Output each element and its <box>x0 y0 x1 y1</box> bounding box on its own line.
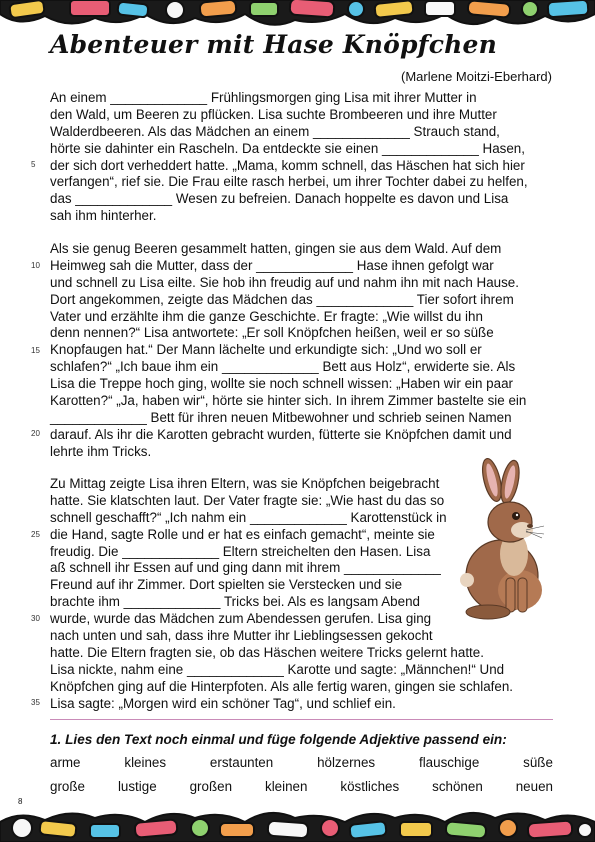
line-number: 20 <box>31 429 40 438</box>
text-line: das _____________ Wesen zu befreien. Danach hoppelte es davon und Lisa <box>50 191 509 207</box>
adjective-word: kleines <box>124 755 167 770</box>
text-line: schlafen?“ „Ich baue ihm ein _____________ Bett aus Holz“, erwiderte sie. Als <box>50 359 516 375</box>
text-line: Dort angekommen, zeigte das Mädchen das _____________ Tier sofort ihrem <box>50 291 514 307</box>
adjective-word: lustige <box>117 779 157 794</box>
text-line: verfangen“, rief sie. Die Frau eilte rasch herbei, um ihrer Tochter dabei zu helfen, <box>50 174 528 190</box>
text-line: schnell geschafft?“ „Ich nahm ein _____________ Karottenstück in <box>50 509 447 525</box>
text-line: Freund auf ihr Zimmer. Dort spielten sie Verstecken und sie <box>50 577 403 593</box>
text-line: Zu Mittag zeigte Lisa ihren Eltern, was sie Knöpfchen beigebracht <box>50 476 440 491</box>
adjective-list-row-2 <box>50 779 553 794</box>
text-line: aß schnell ihr Essen auf und ging dann mit ihrem _____________ <box>50 560 441 576</box>
text-line: freudig. Die _____________ Eltern streichelten den Hasen. Lisa <box>50 543 431 559</box>
section-divider <box>50 719 553 720</box>
text-line: brachte ihm _____________ Tricks bei. Als es langsam Abend <box>50 594 420 610</box>
story-paragraph-2 <box>50 241 550 461</box>
adjective-word: schönen <box>432 779 483 794</box>
text-line: sah ihm hinterher. <box>50 208 157 224</box>
text-line: Als sie genug Beeren gesammelt hatten, gingen sie aus dem Wald. Auf dem <box>50 241 502 256</box>
text-line: nach unten und sah, dass ihre Mutter ihr Lieblingsessen gekocht <box>50 628 433 644</box>
text-line: Heimweg sah die Mutter, dass der _____________ Hase ihnen gefolgt war <box>50 257 494 273</box>
adjective-word: kleinen <box>265 779 308 794</box>
adjective-list-row-1 <box>50 755 553 770</box>
text-line: Knöpfchen ging auf die Hinterpfoten. Als alle fertig waren, gingen sie schlafen. <box>50 678 514 694</box>
story-paragraph-1 <box>50 90 550 225</box>
line-number: 30 <box>31 614 40 623</box>
bottom-doodle-border <box>0 806 595 842</box>
text-line: Lisa nickte, nahm eine _____________ Karotte und sagte: „Männchen!“ Und <box>50 661 505 677</box>
adjective-word: neuen <box>515 779 553 794</box>
text-line: Knopfaugen hat.“ Der Mann lächelte und erkundigte sich: „Und wo soll er <box>50 342 482 358</box>
text-line: die Hand, sagte Rolle und er hat es einfach gemacht“, meinte sie <box>50 526 435 542</box>
text-line: der sich dort verheddert hatte. „Mama, komm schnell, das Häschen hat sich hier <box>50 157 525 173</box>
text-line: hatte. Die Eltern fragten sie, ob das Häschen weitere Tricks gelernt hatte. <box>50 644 484 660</box>
line-number: 10 <box>31 261 40 270</box>
text-line: lehrte ihm Tricks. <box>50 443 152 459</box>
text-line: Karotten?“ „Ja, haben wir“, hörte sie hinter sich. In ihrem Zimmer bastelte sie ein <box>50 393 527 409</box>
adjective-word: große <box>50 779 85 794</box>
line-number: 15 <box>31 346 40 355</box>
text-line: hörte sie dahinter ein Rascheln. Da entdeckte sie einen _____________ Hasen, <box>50 140 525 156</box>
adjective-word: flauschige <box>418 755 480 770</box>
text-line: denn nennen?“ Lisa antwortete: „Er soll Knöpfchen heißen, weil er so süße <box>50 325 494 341</box>
adjective-word: arme <box>50 755 81 770</box>
page-number: 8 <box>18 797 23 806</box>
line-number: 35 <box>31 698 40 707</box>
text-line: und schnell zu Lisa eilte. Sie hob ihn freudig auf und nahm ihn mit nach Hause. <box>50 274 519 290</box>
author-credit: (Marlene Moitzi-Eberhard) <box>401 69 552 84</box>
top-doodle-border <box>0 0 595 32</box>
text-line: darauf. Als ihr die Karotten gebracht wurden, fütterte sie Knöpfchen damit und <box>50 426 512 442</box>
adjective-word: köstliches <box>340 779 400 794</box>
task-instruction: 1. Lies den Text noch einmal und füge folgende Adjektive passend ein: <box>50 732 507 747</box>
adjective-word: hölzernes <box>317 755 376 770</box>
text-line: wurde, wurde das Mädchen zum Abendessen gerufen. Lisa ging <box>50 611 432 627</box>
line-number: 25 <box>31 530 40 539</box>
text-line: Lisa die Treppe hoch ging, wollte sie noch schnell wissen: „Haben wir ein paar <box>50 376 513 392</box>
text-line: Walderdbeeren. Als das Mädchen an einem _____________ Strauch stand, <box>50 123 500 139</box>
line-number: 5 <box>31 160 36 169</box>
text-line: hatte. Sie klatschten laut. Der Vater fragte sie: „Wie hast du das so <box>50 492 445 508</box>
text-line: _____________ Bett für ihren neuen Mitbewohner und schrieb seinen Namen <box>50 409 512 425</box>
adjective-word: großen <box>189 779 233 794</box>
text-line: An einem _____________ Frühlingsmorgen ging Lisa mit ihrer Mutter in <box>50 90 477 105</box>
text-line: den Wald, um Beeren zu pflücken. Lisa suchte Brombeeren und ihre Mutter <box>50 106 497 122</box>
text-line: Lisa sagte: „Morgen wird ein schöner Tag“, und schlief ein. <box>50 695 396 711</box>
text-line: Vater und erzählte ihm die ganze Geschichte. Er fragte: „Wie willst du ihn <box>50 308 483 324</box>
rabbit-illustration <box>452 458 556 622</box>
adjective-word: süße <box>523 755 553 770</box>
adjective-word: erstaunten <box>209 755 274 770</box>
story-title: Abenteuer mit Hase Knöpfchen <box>50 30 497 59</box>
